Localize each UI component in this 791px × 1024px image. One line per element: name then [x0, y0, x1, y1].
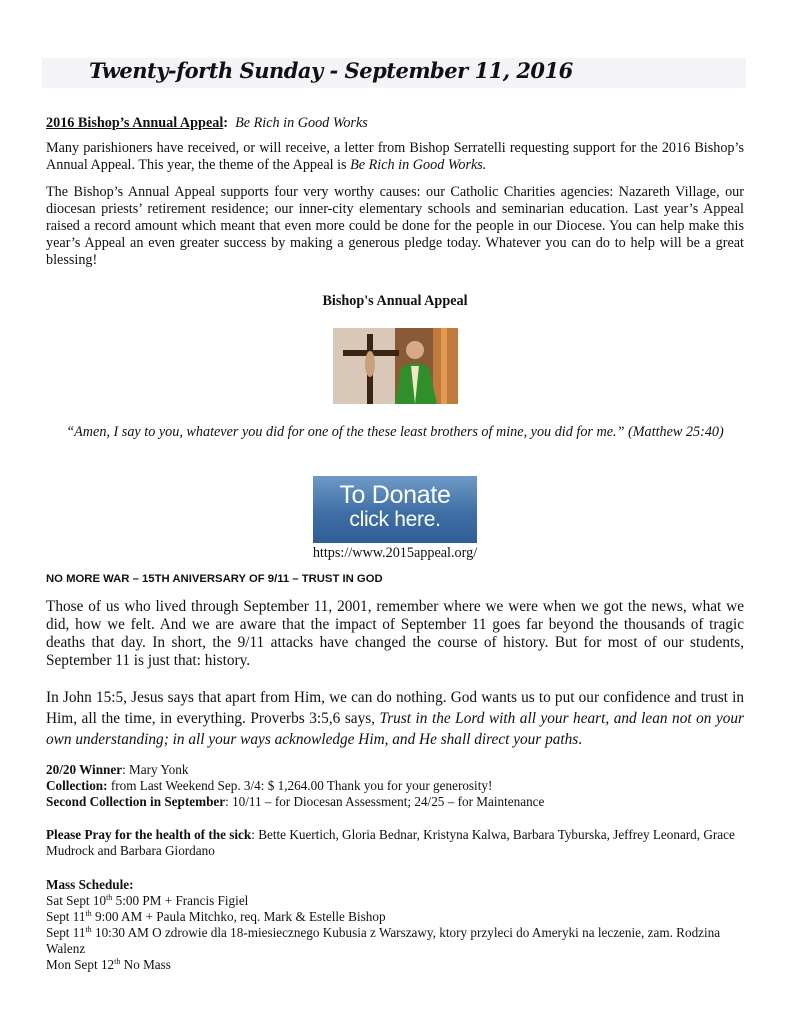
- appeal-heading-line: [46, 115, 744, 132]
- appeal-subheading: Be Rich in Good Works: [235, 115, 368, 131]
- mass-item-detail: 5:00 PM + Francis Figiel: [112, 893, 249, 908]
- second-collection-value: : 10/11 – for Diocesan Assessment; 24/25 – for Maintenance: [225, 794, 545, 809]
- appeal-heading: 2016 Bishop’s Annual Appeal: [46, 115, 224, 131]
- proverbs-quote: Trust in the Lord with all your heart, and lean not on your own understanding; in all your ways acknowledge Him, and He shall direct your paths: [46, 710, 745, 748]
- mass-item-day: Sept 11: [46, 925, 86, 940]
- mass-item: [46, 909, 744, 925]
- mass-item: [46, 893, 744, 909]
- second-collection-label: Second Collection in September: [46, 794, 226, 809]
- second-collection-line: [46, 794, 744, 810]
- mass-item: [46, 957, 744, 973]
- collection-line: [46, 778, 744, 794]
- mass-schedule: [46, 877, 744, 973]
- collection-value: from Last Weekend Sep. 3/4: $ 1,264.00 Thank you for your generosity!: [107, 778, 493, 793]
- winner-value: : Mary Yonk: [122, 762, 189, 777]
- appeal-url-link[interactable]: https://www.2015appeal.org/: [312, 545, 478, 561]
- mass-item-suffix: th: [106, 893, 113, 902]
- notices-block: [46, 762, 744, 810]
- mass-item-day: Sat Sept 10: [46, 893, 107, 908]
- war-paragraph-2: [46, 687, 744, 750]
- war-paragraph-2-text: In John 15:5, Jesus says that apart from Him, we can do nothing. God wants us to put our confidence and trust in Him, all the time, in everything. Proverbs 3:5,6 says,: [46, 689, 744, 727]
- prayer-label: Please Pray for the health of the sick: [46, 827, 252, 842]
- mass-item-suffix: th: [114, 957, 121, 966]
- war-paragraph-2-end: .: [578, 731, 583, 748]
- appeal-paragraph-1: [46, 140, 744, 174]
- mass-schedule-heading: Mass Schedule:: [46, 877, 134, 892]
- prayer-list: [46, 827, 744, 859]
- appeal-paragraph-2: The Bishop’s Annual Appeal supports four very worthy causes: our Catholic Charities agencies: Nazareth Village, our diocesan priests’ retirement residence; our inner-city elementary schools and seminarian education. Last year’s Appeal raised a record amount which meant that even more could be done for the people in our Diocese. You can help make this year’s Appeal an even greater success by making a generous pledge today. Whatever you can do to help will be a great blessing!: [46, 184, 744, 268]
- donate-button[interactable]: [313, 476, 477, 543]
- war-paragraph-1: Those of us who lived through September 11, 2001, remember where we were when we got the news, what we did, how we felt. And we are aware that the impact of September 11 goes far beyond the thousands of tragic deaths that day. In short, the 9/11 attacks have changed the course of history. But for most of our students, September 11 is just that: history.: [46, 598, 744, 669]
- donate-button-line-2: click here.: [349, 508, 441, 531]
- war-heading: NO MORE WAR – 15TH ANIVERSARY OF 9/11 – TRUST IN GOD: [46, 573, 383, 585]
- mass-item-suffix: th: [85, 909, 92, 918]
- scripture-quote: “Amen, I say to you, whatever you did for one of the these least brothers of mine, you did for me.” (Matthew 25:40): [66, 424, 724, 440]
- donate-button-line-1: To Donate: [339, 481, 451, 509]
- collection-label: Collection:: [46, 778, 108, 793]
- mass-item-detail: No Mass: [120, 957, 171, 972]
- appeal-heading-colon: :: [223, 115, 229, 131]
- winner-label: 20/20 Winner: [46, 762, 123, 777]
- mass-item-detail: 9:00 AM + Paula Mitchko, req. Mark & Estelle Bishop: [91, 909, 386, 924]
- mass-item-day: Sept 11: [46, 909, 86, 924]
- appeal-paragraph-1-text: Many parishioners have received, or will receive, a letter from Bishop Serratelli requesting support for the 2016 Bishop’s Annual Appeal. This year, the theme of the Appeal is: [46, 140, 744, 173]
- mass-item-day: Mon Sept 12: [46, 957, 115, 972]
- mass-item-suffix: th: [85, 925, 92, 934]
- bishop-photo: [333, 328, 458, 404]
- appeal-center-title: Bishop's Annual Appeal: [322, 293, 468, 309]
- winner-line: [46, 762, 744, 778]
- bishop-photo-image: [333, 328, 458, 404]
- prayer-names: : Bette Kuertich, Gloria Bednar, Kristyna Kalwa, Barbara Tyburska, Jeffrey Leonard, Grace Mudrock and Barbara Giordano: [46, 827, 735, 858]
- mass-item-detail: 10:30 AM O zdrowie dla 18-miesiecznego Kubusia z Warszawy, ktory przyleci do Ameryki na leczenie, zam. Rodzina Walenz: [46, 925, 721, 956]
- page-title: Twenty-forth Sunday - September 11, 2016: [89, 58, 573, 83]
- appeal-theme: Be Rich in Good Works.: [350, 157, 487, 173]
- mass-item: [46, 925, 744, 957]
